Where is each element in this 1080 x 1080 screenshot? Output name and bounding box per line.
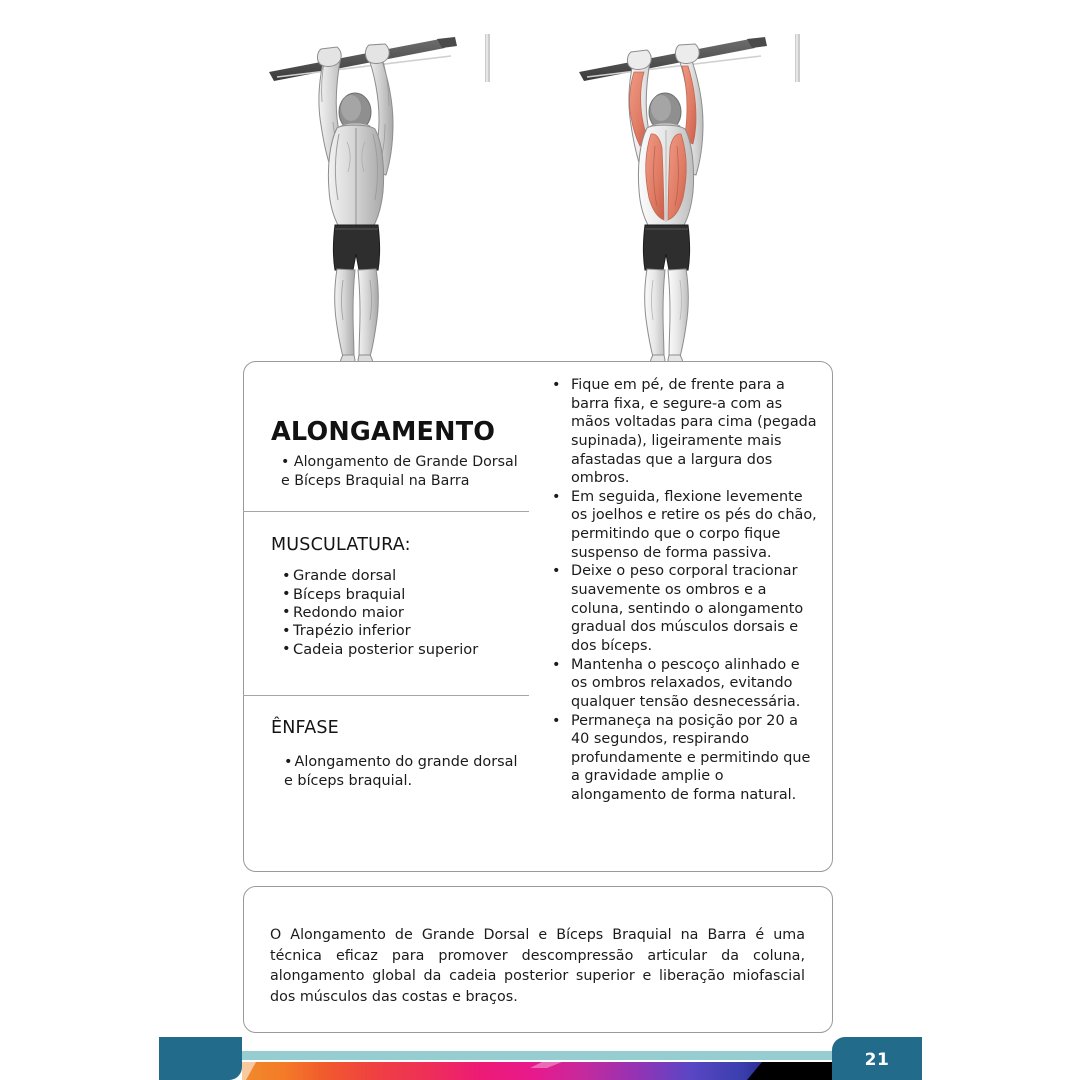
musculature-block — [244, 512, 530, 659]
list-item: • Grande dorsal — [293, 567, 520, 585]
list-item: • Trapézio inferior — [293, 622, 520, 640]
title-block — [244, 362, 530, 490]
list-item: • Deixe o peso corporal tracionar suavemente os ombros e a coluna, sentindo o alongamento gradual dos músculos dorsais e dos bíceps. — [546, 562, 820, 655]
dead-hang-figure-plain-icon — [255, 22, 535, 362]
illustration-muscles-activated — [565, 22, 845, 362]
enfase-block — [244, 696, 530, 791]
illustration-start-position — [255, 22, 535, 362]
list-item: • Bíceps braquial — [293, 586, 520, 604]
description-card — [243, 886, 833, 1033]
list-item: • Em seguida, flexione levemente os joelhos e retire os pés do chão, permitindo que o corpo fique suspenso de forma passiva. — [546, 488, 820, 563]
musculature-list — [271, 567, 520, 659]
page-footer — [0, 1037, 1080, 1080]
instruction-steps-list — [546, 376, 820, 805]
footer-teal-strip — [242, 1051, 832, 1060]
footer-accent-block-left — [159, 1037, 242, 1080]
enfase-heading: ÊNFASE — [271, 718, 339, 739]
page-number: 21 — [864, 1049, 890, 1070]
enfase-text — [271, 753, 520, 791]
exercise-illustrations — [255, 22, 845, 362]
gradient-bar-icon — [242, 1062, 832, 1080]
list-item: • Mantenha o pescoço alinhado e os ombros relaxados, evitando qualquer tensão desnecessária. — [546, 656, 820, 712]
enfase-value: Alongamento do grande dorsal e bíceps braquial. — [284, 754, 518, 790]
musculature-heading: MUSCULATURA: — [271, 535, 411, 556]
description-text: O Alongamento de Grande Dorsal e Bíceps Braquial na Barra é uma técnica eficaz para promover descompressão articular da coluna, alongamento global da cadeia posterior superior e liberação miofascial dos músculos das costas e braços. — [270, 927, 805, 1006]
page-title: ALONGAMENTO — [271, 417, 496, 447]
list-item: • Fique em pé, de frente para a barra fixa, e segure-a com as mãos voltadas para cima (pegada supinada), ligeiramente mais afastadas que a largura dos ombros. — [546, 376, 820, 488]
exercise-info-card — [243, 361, 833, 872]
footer-gradient-strip — [242, 1062, 832, 1080]
info-card-left-column — [244, 362, 530, 871]
list-item: • Redondo maior — [293, 604, 520, 622]
dead-hang-figure-highlighted-icon — [565, 22, 845, 362]
bullet-glyph: • — [284, 754, 293, 771]
list-item: • Cadeia posterior superior — [293, 641, 520, 659]
info-card-right-column — [530, 362, 832, 871]
footer-page-number-block — [832, 1037, 922, 1080]
list-item: • Permaneça na posição por 20 a 40 segundos, respirando profundamente e permitindo que a gravidade amplie o alongamento de forma natural. — [546, 712, 820, 805]
exercise-subtitle: • Alongamento de Grande Dorsal e Bíceps Braquial na Barra — [281, 453, 518, 489]
